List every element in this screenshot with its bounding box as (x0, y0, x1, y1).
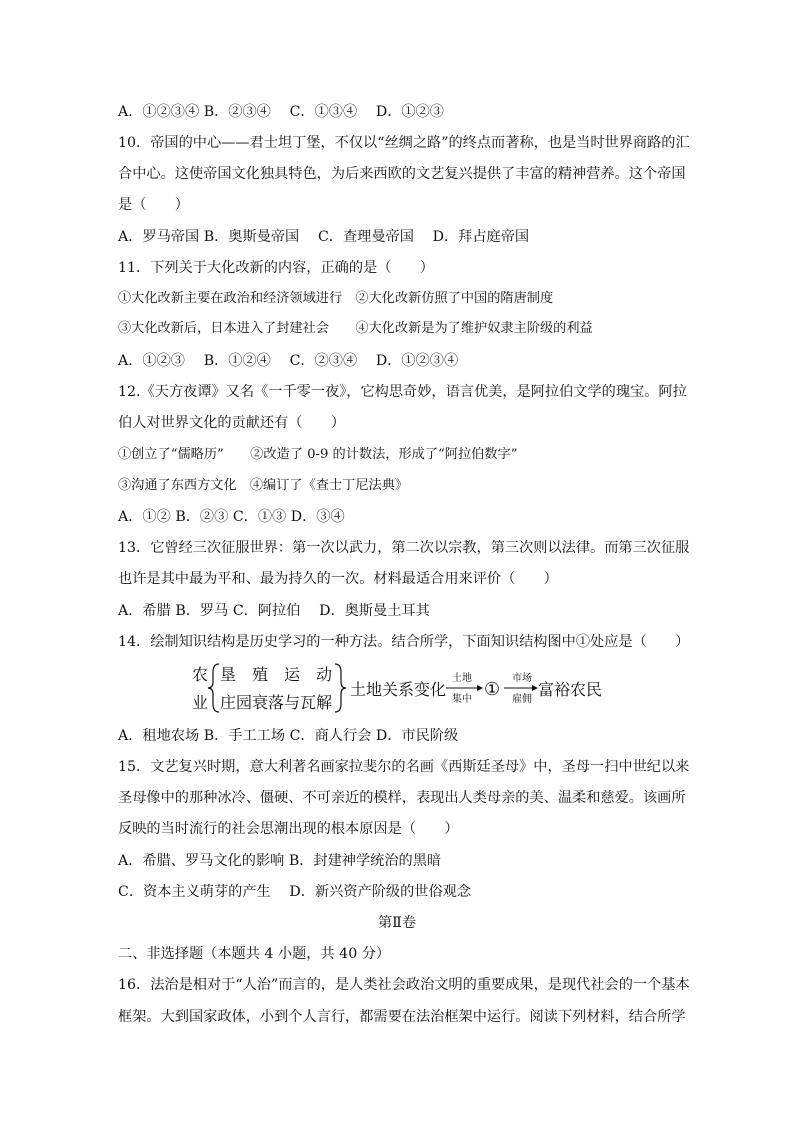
q11-stem: 11．下列关于大化改新的内容，正确的是（ ） (118, 260, 434, 276)
section-heading: 二、非选择题（本题共 4 小题，共 40 分） (118, 946, 391, 962)
q11-items: ③大化改新后，日本进入了封建社会 ④大化改新是为了维护奴隶主阶级的利益 (118, 321, 593, 336)
q10-stem-line: 合中心。这使帝国文化独具特色，为后来西欧的文艺复兴提供了丰富的精神营养。这个帝国 (118, 166, 686, 182)
q11-options: A．①②③ B．①②④ C．②③④ D．①②③④ (118, 353, 459, 369)
arrow2-label-top: 市场 (512, 673, 532, 684)
arrow-head (477, 685, 483, 691)
diagram-blank-marker: ① (484, 679, 501, 700)
q15-stem-line: 15．文艺复兴时期，意大利著名画家拉斐尔的名画《西斯廷圣母》中，圣母一扫中世纪以来 (118, 759, 690, 775)
diagram-land-relation-change: 土地关系变化 (350, 680, 447, 699)
q12-items: ①创立了“儒略历” ②改造了 0-9 的计数法，形成了“阿拉伯数字” (118, 447, 518, 462)
q12-items: ③沟通了东西方文化 ④编订了《查士丁尼法典》 (118, 478, 409, 493)
diagram-item-reclamation: 垦 殖 运 动 (220, 665, 333, 684)
q10-options: A．罗马帝国 B．奥斯曼帝国 C．查理曼帝国 D．拜占庭帝国 (118, 229, 530, 245)
diagram-left-char: 业 (192, 693, 209, 712)
q11-items: ①大化改新主要在政治和经济领域进行 ②大化改新仿照了中国的隋唐制度 (118, 291, 554, 306)
right-brace (335, 664, 346, 712)
q13-options: A．希腊 B．罗马 C．阿拉伯 D．奥斯曼土耳其 (118, 603, 430, 619)
q15-stem-line: 反映的当时流行的社会思潮出现的根本原因是（ ） (118, 821, 459, 837)
q10-stem-line: 10．帝国的中心——君士坦丁堡，不仅以“丝绸之路”的终点而著称，也是当时世界商路的汇 (118, 135, 690, 151)
knowledge-structure-diagram (180, 660, 620, 716)
arrow1-label-bottom: 集中 (452, 694, 472, 705)
q15-options: C．资本主义萌芽的产生 D．新兴资产阶级的世俗观念 (118, 884, 472, 900)
left-brace (208, 664, 219, 712)
q16-stem-line: 16．法治是相对于“人治”而言的，是人类社会政治文明的重要成果，是现代社会的一个基本 (118, 977, 690, 993)
section-title: 第Ⅱ卷 (377, 915, 417, 931)
q13-stem-line: 也许是其中最为平和、最为持久的一次。材料最适合用来评价（ ） (118, 571, 558, 587)
q15-stem-line: 圣母像中的那种冰冷、僵硬、不可亲近的模样，表现出人类母亲的美、温柔和慈爱。该画所 (118, 790, 686, 806)
q12-options: A．①② B．②③ C．①③ D．③④ (118, 509, 345, 525)
q9-options: A．①②③④ B．②③④ C．①③④ D．①②③ (118, 104, 444, 120)
q12-stem-line: 伯人对世界文化的贡献还有（ ） (118, 415, 346, 431)
arrow2-label-bottom: 雇佣 (512, 694, 532, 705)
q14-stem: 14．绘制知识结构是历史学习的一种方法。结合所学，下面知识结构图中①处应是（ ） (118, 634, 690, 650)
q12-stem-line: 12.《天方夜谭》又名《一千零一夜》，它构思奇妙，语言优美，是阿拉伯文学的瑰宝。阿拉 (118, 384, 687, 400)
q15-options: A．希腊、罗马文化的影响 B．封建神学统治的黑暗 (118, 853, 442, 869)
diagram-item-manor-decline: 庄园衰落与瓦解 (220, 693, 333, 712)
diagram-result: 富裕农民 (538, 680, 603, 699)
q14-options: A．租地农场 B．手工工场 C．商人行会 D．市民阶级 (118, 728, 459, 744)
q10-stem-line: 是（ ） (118, 197, 189, 213)
q16-stem-line: 框架。大到国家政体，小到个人言行，都需要在法治框架中运行。阅读下列材料，结合所学 (118, 1009, 686, 1025)
arrow1-label-top: 土地 (452, 673, 472, 684)
diagram-left-char: 农 (192, 665, 209, 684)
q13-stem-line: 13．它曾经三次征服世界：第一次以武力，第二次以宗教，第三次则以法律。而第三次征服 (118, 540, 690, 556)
